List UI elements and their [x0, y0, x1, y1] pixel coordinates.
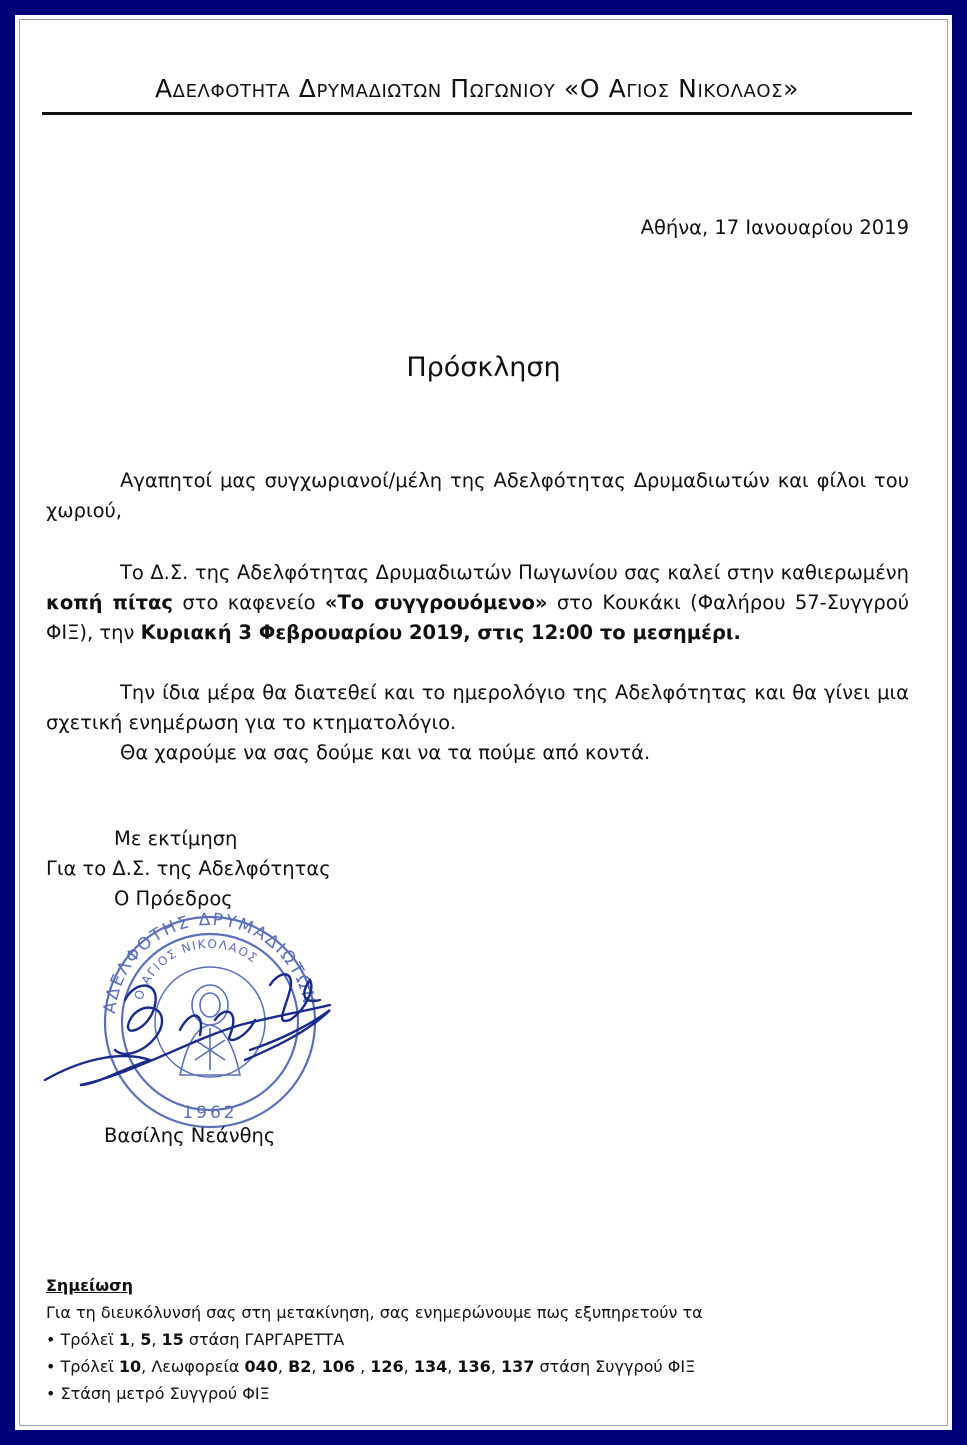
organization-title: Αδελφοτητα Δρυμαδιωτων Πωγωνιου «Ο Αγιος Νικολαος»	[154, 74, 800, 103]
svg-text:1962: 1962	[182, 1103, 238, 1123]
transport-item-bus: • Τρόλεϊ 10, Λεωφορεία 040, Β2, 106 , 126, 134, 136, 137 στάση Συγγρού ΦΙΞ	[46, 1353, 703, 1380]
invitation-paragraph: Το Δ.Σ. της Αδελφότητας Δρυμαδιωτών Πωγωνίου σας καλεί στην καθιερωμένη κοπή πίτας στο καφενείο «Το συγγρουόμενο» στο Κουκάκι (Φαλήρου 57-Συγγρού ΦΙΞ), την Κυριακή 3 Φεβρουαρίου 2019, στις 12:00 το μεσημέρι.	[46, 561, 909, 644]
note-section	[46, 1272, 703, 1407]
closing-board: Για το Δ.Σ. της Αδελφότητας	[46, 857, 331, 880]
closing-regards: Με εκτίμηση	[114, 827, 238, 850]
closing-wish-paragraph: Θα χαρούμε να σας δούμε και να τα πούμε από κοντά.	[120, 741, 651, 764]
transport-list	[46, 1326, 703, 1407]
note-title: Σημείωση	[46, 1276, 133, 1295]
greeting-paragraph: Αγαπητοί μας συγχωριανοί/μέλη της Αδελφότητας Δρυμαδιωτών και φίλοι του χωριού,	[46, 469, 909, 522]
svg-text:ΑΔΕΛΦΟΤΗΣ ΔΡΥΜΑΔΙΩΤΩΝ: ΑΔΕΛΦΟΤΗΣ ΔΡΥΜΑΔΙΩΤΩΝ	[100, 910, 319, 1015]
transport-item-trolley: • Τρόλεϊ 1, 5, 15 στάση ΓΑΡΓΑΡΕΤΤΑ	[46, 1326, 703, 1353]
note-intro: Για τη διευκόλυνσή σας στη μετακίνηση, σας ενημερώνουμε πως εξυπηρετούν τα	[46, 1303, 703, 1322]
seal-stamp-image	[40, 910, 370, 1130]
svg-text:Ο ΑΓΙΟΣ ΝΙΚΟΛΑΟΣ: Ο ΑΓΙΟΣ ΝΙΚΟΛΑΟΣ	[131, 936, 261, 1002]
venue-name: «Το συγγρουόμενο»	[324, 591, 548, 614]
transport-item-metro: • Στάση μετρό Συγγρού ΦΙΞ	[46, 1380, 703, 1407]
event-datetime: Κυριακή 3 Φεβρουαρίου 2019, στις 12:00 το μεσημέρι.	[140, 621, 741, 644]
calendar-paragraph: Την ίδια μέρα θα διατεθεί και το ημερολόγιο της Αδελφότητας και θα γίνει μια σχετική ενημέρωση για το κτηματολόγιο.	[46, 681, 909, 734]
signer-name: Βασίλης Νεάνθης	[104, 1124, 276, 1147]
closing-role: Ο Πρόεδρος	[114, 887, 233, 910]
document-heading: Πρόσκληση	[406, 352, 561, 383]
title-underline	[42, 112, 912, 115]
event-name: κοπή πίτας	[46, 591, 173, 614]
closing-block	[46, 824, 331, 914]
date-line: Αθήνα, 17 Ιανουαρίου 2019	[640, 216, 909, 239]
